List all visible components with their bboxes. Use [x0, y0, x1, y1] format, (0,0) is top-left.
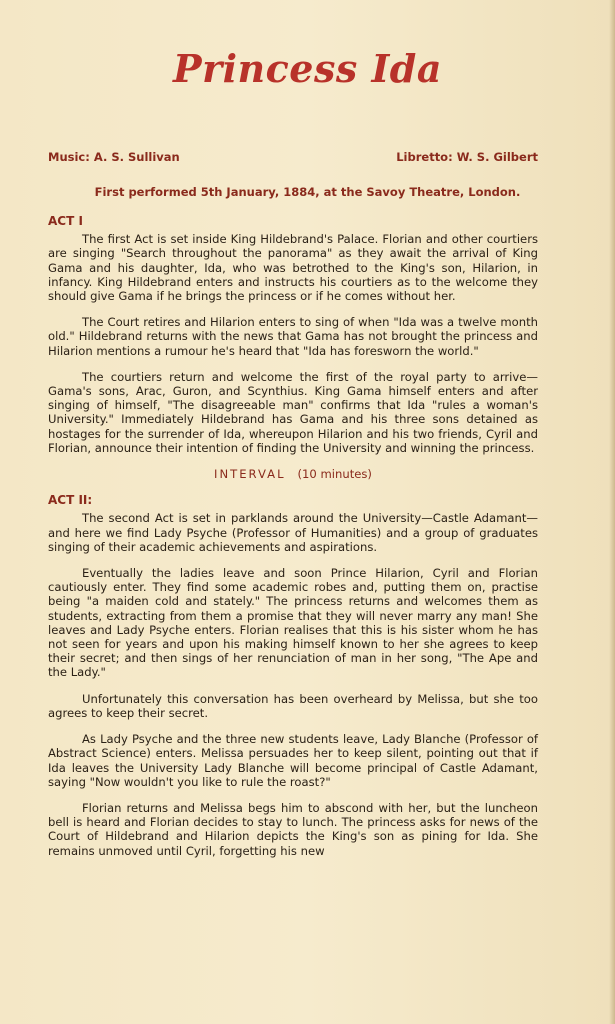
page-edge-shadow: [609, 0, 615, 1024]
act1-paragraph: The courtiers return and welcome the first of the royal party to arrive—Gama's sons, Arac, Guron, and Scynthius. King Gama himself enters and after singing of himself, "The disagreeable man" confirms that Ida "rules a woman's University." Immediately Hildebrand has Gama and his three sons detained as hostages for the surrender of Ida, whereupon Hilarion and his two friends, Cyril and Florian, announce their intention of finding the University and winning the princess.: [48, 369, 538, 455]
page-title: Princess Ida: [173, 46, 442, 91]
act2-paragraph: Eventually the ladies leave and soon Prince Hilarion, Cyril and Florian cautiously enter. They find some academic robes and, putting them on, practise being "a maiden cold and stately." The princess returns and welcomes them as students, extracting from them a promise that they will never marry any man! She leaves and Lady Psyche enters. Florian realises that this is his sister whom he has not seen for years and upon his making himself known to her she agrees to keep their secret; and then sings of her renunciation of man in her song, "The Ape and the Lady.": [48, 566, 538, 680]
interval-label: INTERVAL: [214, 467, 286, 482]
interval-duration: (10 minutes): [297, 467, 372, 482]
premiere-line: First performed 5th January, 1884, at the Savoy Theatre, London.: [94, 185, 521, 199]
act1-heading: ACT I: [48, 214, 83, 228]
act2-paragraph: Florian returns and Melissa begs him to abscond with her, but the luncheon bell is heard and Florian decides to stay to lunch. The princess asks for news of the Court of Hildebrand and Hilarion depicts the King's son as pining for Ida. She remains unmoved until Cyril, forgetting his new: [48, 800, 538, 858]
synopsis: [48, 214, 538, 870]
music-credit: Music: A. S. Sullivan: [48, 150, 180, 164]
act2-heading: ACT II:: [48, 493, 93, 508]
act1-paragraph: The first Act is set inside King Hildebrand's Palace. Florian and other courtiers are singing "Search throughout the panorama" as they await the arrival of King Gama and his daughter, Ida, who was betrothed to the King's son, Hilarion, in infancy. King Hildebrand enters and instructs his courtiers as to the welcome they should give Gama if he brings the princess or if he comes without her.: [48, 232, 538, 304]
act2-paragraph: Unfortunately this conversation has been overheard by Melissa, but she too agrees to keep their secret.: [48, 691, 538, 720]
act2-paragraph: The second Act is set in parklands around the University—Castle Adamant—and here we find Lady Psyche (Professor of Humanities) and a group of graduates singing of their academic achievements and aspirations.: [48, 511, 538, 554]
act1-paragraph: The Court retires and Hilarion enters to sing of when "Ida was a twelve month old." Hildebrand returns with the news that Gama has not brought the princess and Hilarion mentions a rumour he's heard that "Ida has foresworn the world.": [48, 315, 538, 358]
act2-paragraph: As Lady Psyche and the three new students leave, Lady Blanche (Professor of Abstract Science) enters. Melissa persuades her to keep silent, pointing out that if Ida leaves the University Lady Blanche will become principal of Castle Adamant, saying "Now wouldn't you like to rule the roast?": [48, 732, 538, 789]
libretto-credit: Libretto: W. S. Gilbert: [396, 150, 538, 164]
interval-line: [48, 467, 538, 481]
